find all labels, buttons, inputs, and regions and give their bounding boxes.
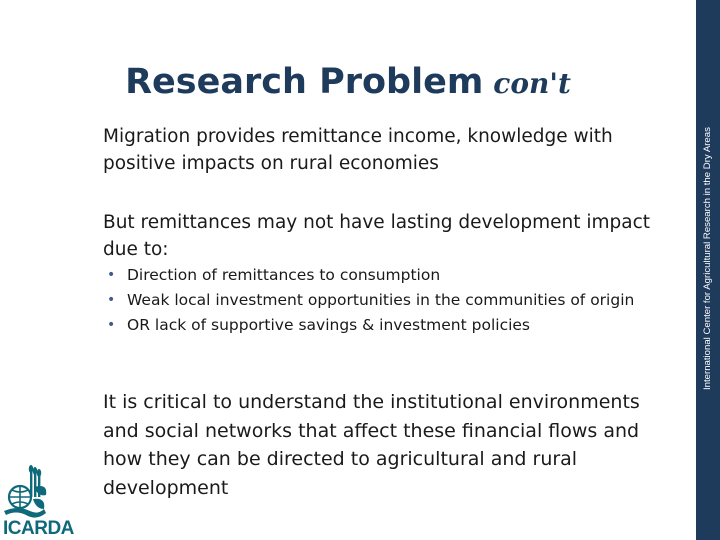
bullet-item	[103, 314, 663, 337]
sidebar-band	[696, 0, 720, 540]
sidebar-organization-text: International Center for Agricultural Research in the Dry Areas	[702, 127, 713, 390]
bullet-item	[103, 289, 663, 312]
slide-title-main: Research Problem	[125, 62, 484, 102]
paragraph-remittances: But remittances may not have lasting development impact due to:	[103, 212, 651, 260]
bullet-icon: •	[107, 267, 116, 283]
icarda-wordmark: ICARDA	[3, 518, 74, 539]
paragraph-conclusion: It is critical to understand the institutional environments and social networks that affect these financial flows and how they can be directed to agricultural and rural development	[103, 391, 640, 499]
bullet-icon: •	[107, 292, 116, 308]
bullet-text: OR lack of supportive savings & investment policies	[127, 316, 531, 334]
slide-title	[0, 62, 696, 102]
slide-title-suffix: con't	[493, 67, 571, 100]
bullet-text: Weak local investment opportunities in the communities of origin	[127, 291, 635, 309]
bullet-icon: •	[107, 317, 116, 333]
bullet-list	[103, 264, 663, 339]
bullet-item	[103, 264, 663, 287]
paragraph-migration: Migration provides remittance income, knowledge with positive impacts on rural economies	[103, 126, 613, 174]
bullet-text: Direction of remittances to consumption	[127, 266, 441, 284]
